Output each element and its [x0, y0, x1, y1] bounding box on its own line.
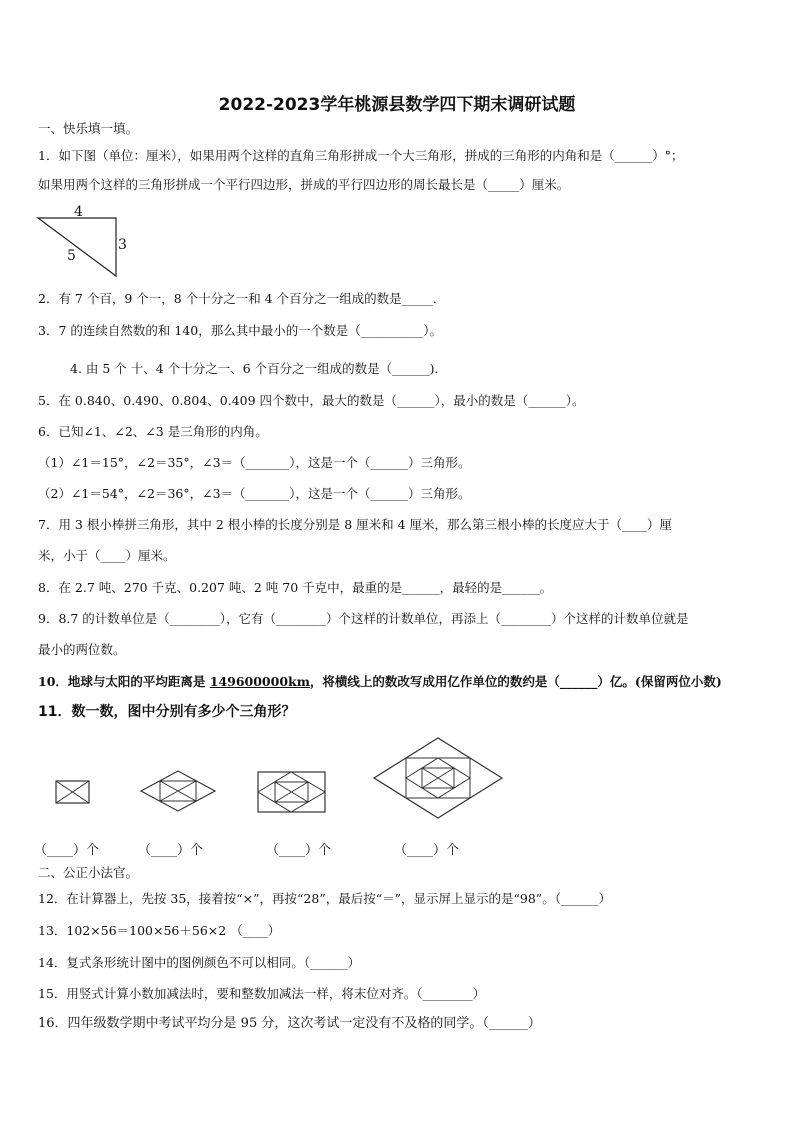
figure-3-answer: （____）个 [266, 843, 332, 858]
section-heading-2: 二、公正小法官。 [38, 865, 139, 880]
question-13: 13．102×56＝100×56＋56×2 （____） [38, 923, 281, 938]
question-7-line-1: 7．用 3 根小棒拼三角形，其中 2 根小棒的长度分别是 8 厘米和 4 厘米，那么第三根小棒的长度应大于（____）厘 [38, 517, 673, 532]
question-1-line-1: 1．如下图（单位：厘米），如果用两个这样的直角三角形拼成一个大三角形，拼成的三角形的内角和是（______）°； [38, 148, 684, 163]
triangle-figure-3 [256, 770, 328, 816]
triangle-figure-2 [138, 768, 218, 814]
figure-1-answer: （____）个 [34, 843, 100, 858]
question-11: 11．数一数，图中分别有多少个三角形？ [38, 704, 296, 720]
question-1-line-2: 如果用两个这样的三角形拼成一个平行四边形，拼成的平行四边形的周长最长是（_____）厘米。 [38, 177, 570, 192]
question-10 [38, 674, 722, 690]
question-3: 3．7 的连续自然数的和 140，那么其中最小的一个数是（__________）。 [38, 323, 442, 338]
question-4: 4. 由 5 个 十、4 个十分之一、6 个百分之一组成的数是（______). [70, 361, 439, 376]
figure-4-answer: （____）个 [394, 843, 460, 858]
question-2: 2．有 7 个百，9 个一，8 个十分之一和 4 个百分之一组成的数是_____． [38, 291, 446, 306]
question-10-pre: 10．地球与太阳的平均距离是 [38, 674, 210, 689]
question-15: 15．用竖式计算小数加减法时，要和整数加减法一样，将末位对齐。（________） [38, 986, 486, 1001]
question-16: 16．四年级数学期中考试平均分是 95 分，这次考试一定没有不及格的同学。（______） [38, 1016, 541, 1031]
triangle-figure-1 [54, 778, 94, 808]
page-title: 2022-2023学年桃源县数学四下期末调研试题 [218, 95, 576, 115]
triangle-figure-4 [372, 736, 504, 820]
triangle-label-top: 4 [74, 204, 83, 220]
question-6-part-2: （2）∠1＝54°，∠2＝36°，∠3＝（_______），这是一个（______）三角形。 [38, 486, 471, 501]
question-10-underlined-number: 149600000km [209, 674, 310, 689]
question-7-line-2: 米，小于（____）厘米。 [38, 548, 176, 563]
question-9-line-2: 最小的两位数。 [38, 642, 126, 657]
triangle-label-right: 3 [118, 237, 127, 253]
question-10-post: ，将横线上的数改写成用亿作单位的数约是（______）亿。(保留两位小数) [309, 674, 722, 689]
question-12: 12．在计算器上，先按 35，接着按“×”，再按“28”，最后按“＝”，显示屏上显示的是“98”。（______） [38, 891, 611, 906]
question-5: 5．在 0.840、0.490、0.804、0.409 四个数中，最大的数是（______），最小的数是（______）。 [38, 393, 585, 408]
section-heading-1: 一、快乐填一填。 [38, 121, 139, 136]
question-14: 14．复式条形统计图中的图例颜色不可以相同。（______） [38, 955, 361, 970]
figure-2-answer: （____）个 [138, 843, 204, 858]
triangle-label-hypotenuse: 5 [67, 248, 76, 264]
question-9-line-1: 9．8.7 的计数单位是（________），它有（________）个这样的计数单位，再添上（________）个这样的计数单位就是 [38, 611, 689, 626]
question-6: 6．已知∠1、∠2、∠3 是三角形的内角。 [38, 424, 268, 439]
question-6-part-1: （1）∠1＝15°，∠2＝35°，∠3＝（_______），这是一个（______）三角形。 [38, 455, 471, 470]
question-8: 8．在 2.7 吨、270 千克、0.207 吨、2 吨 70 千克中，最重的是______，最轻的是______。 [38, 580, 553, 595]
